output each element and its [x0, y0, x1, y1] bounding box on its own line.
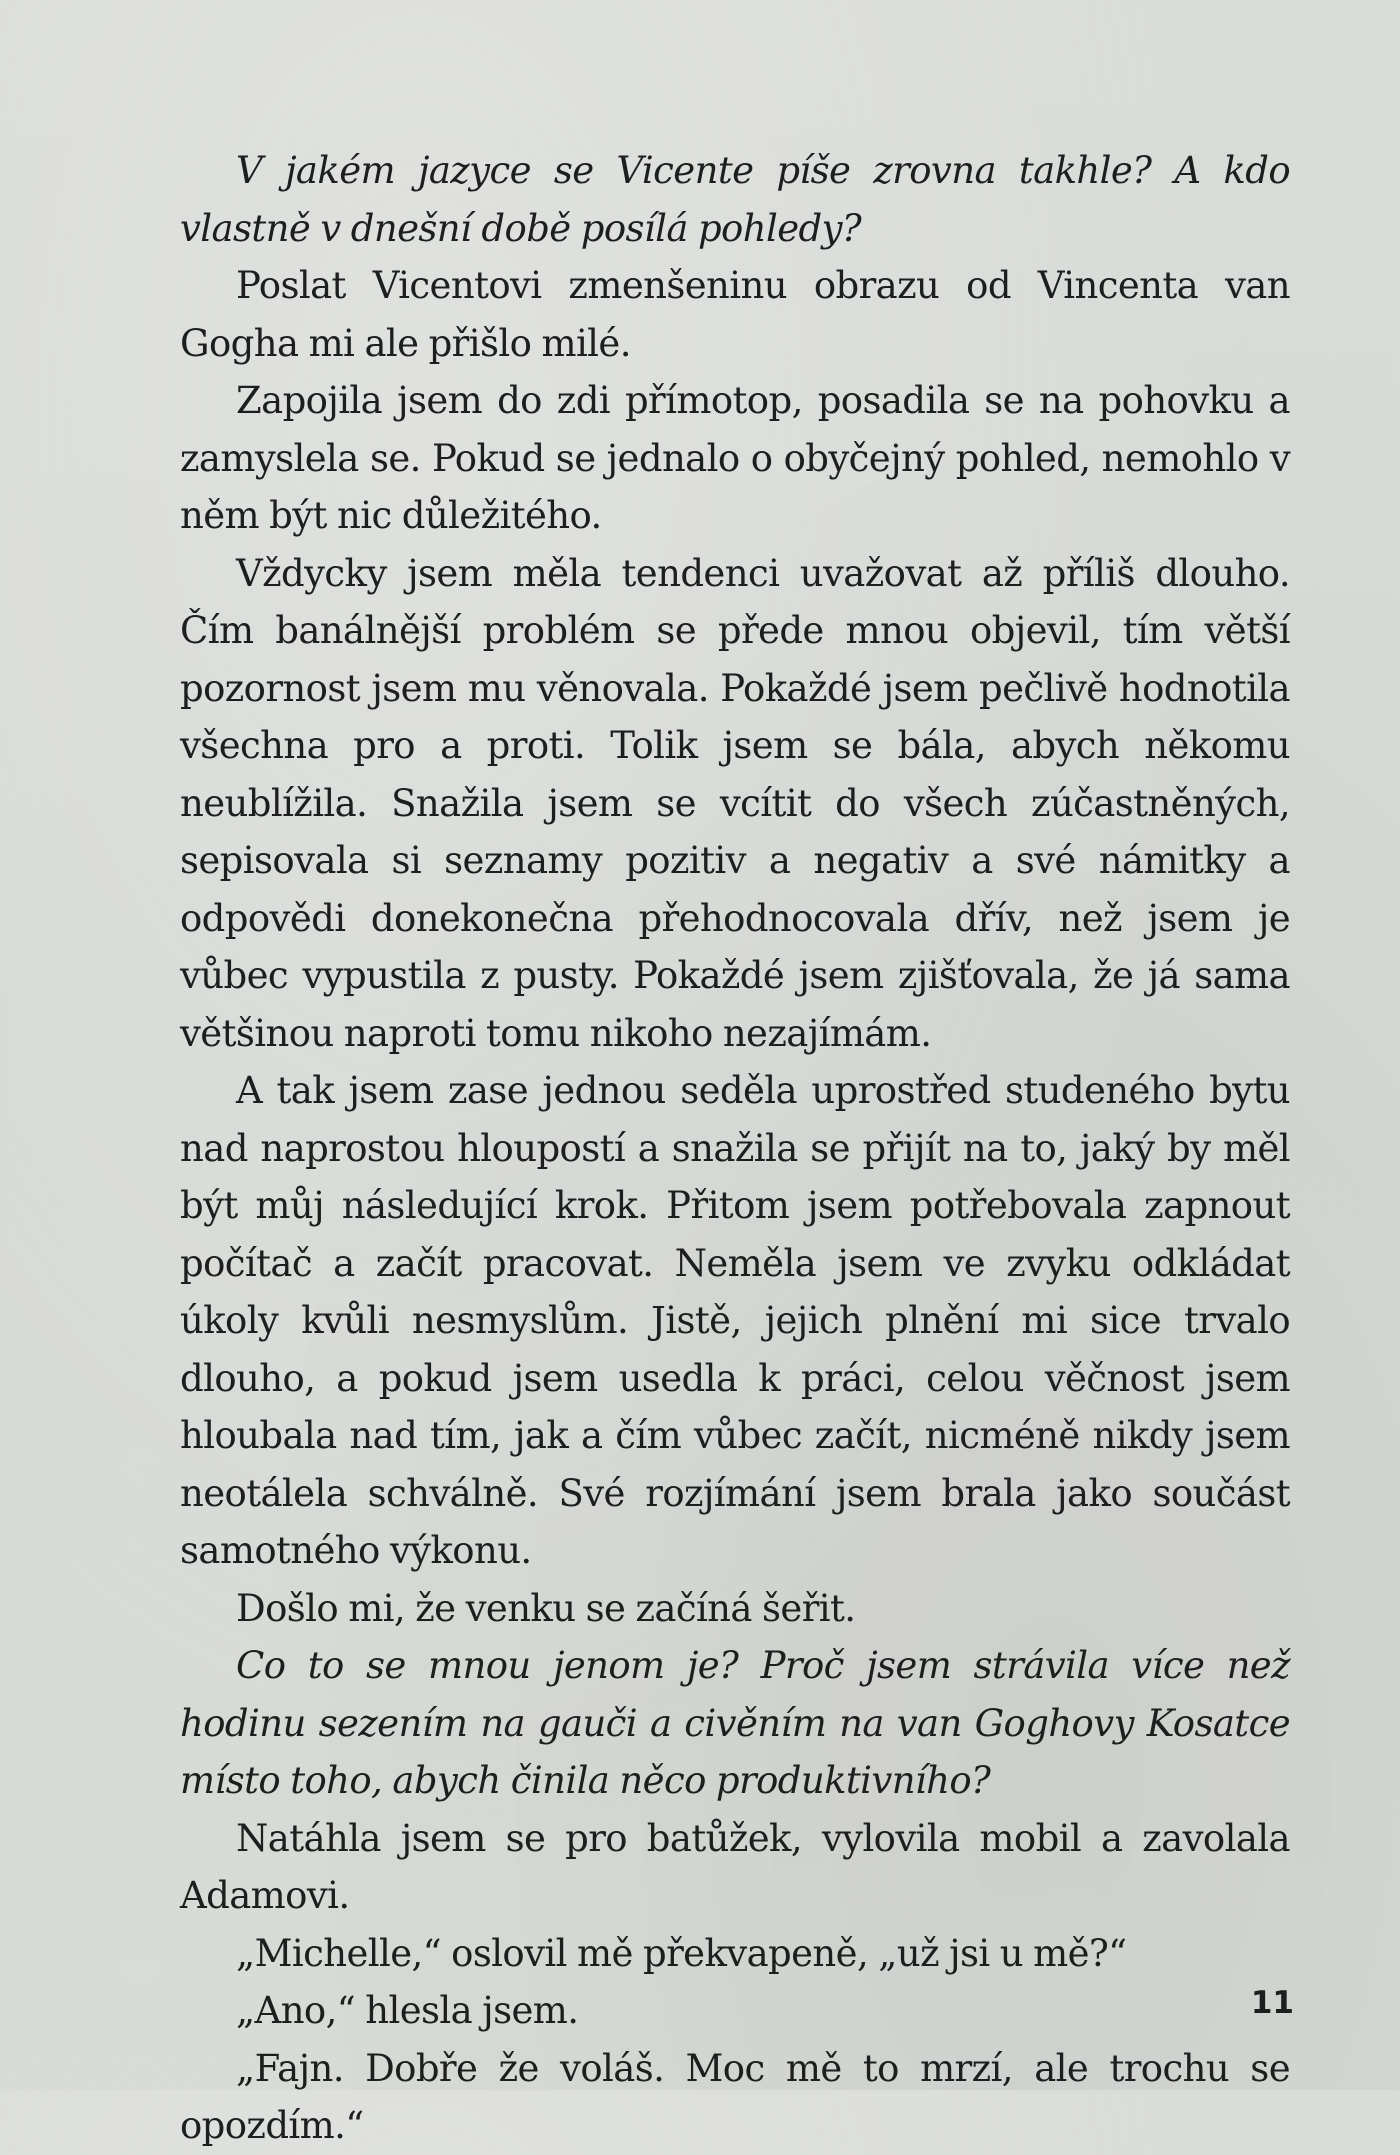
paragraph-10: „Ano,“ hlesla jsem. [236, 1989, 579, 2032]
page-number: 11 [1250, 1985, 1294, 2021]
body-text [180, 142, 1290, 2155]
paragraph-7: Co to se mnou jenom je? Proč jsem strávila více než hodinu sezením na gauči a civěním na van Goghovy Kosatce místo toho, abych činila něco produktivního? [180, 1644, 1290, 1802]
paragraph-6: Došlo mi, že venku se začíná šeřit. [236, 1586, 856, 1630]
paragraph-5: A tak jsem zase jednou seděla uprostřed studeného bytu nad naprostou hloupostí a snažila se přijít na to, jaký by měl být můj následující krok. Přitom jsem potřebovala zapnout počítač a začít pracovat. Neměla jsem ve zvyku odkládat úkoly kvůli nesmyslům. Jistě, jejich plnění mi sice trvalo dlouho, a pokud jsem usedla k práci, celou věčnost jsem hloubala nad tím, jak a čím vůbec začít, nicméně nikdy jsem neotálela schválně. Své rozjímání jsem brala jako součást samotného výkonu. [180, 1069, 1290, 1572]
paragraph-11: „Fajn. Dobře že voláš. Moc mě to mrzí, ale trochu se opozdím.“ [180, 2046, 1290, 2147]
paragraph-1: V jakém jazyce se Vicente píše zrovna takhle? A kdo vlastně v dnešní době posílá pohledy? [180, 149, 1290, 250]
paragraph-3: Zapojila jsem do zdi přímotop, posadila se na pohovku a zamyslela se. Pokud se jednalo o obyčejný pohled, nemohlo v něm být nic důležitého. [180, 379, 1290, 537]
paragraph-8: Natáhla jsem se pro batůžek, vylovila mobil a zavolala Adamovi. [180, 1816, 1290, 1917]
paragraph-4: Vždycky jsem měla tendenci uvažovat až příliš dlouho. Čím banálnější problém se přede mnou objevil, tím větší pozornost jsem mu věnovala. Pokaždé jsem pečlivě hodnotila všechna pro a proti. Tolik jsem se bála, abych někomu neublížila. Snažila jsem se vcítit do všech zúčastněných, sepisovala si seznamy pozitiv a negativ a své námitky a odpovědi donekonečna přehodnocovala dřív, než jsem je vůbec vypustila z pusty. Pokaždé jsem zjišťovala, že já sama většinou naproti tomu nikoho nezajímám. [180, 551, 1290, 1055]
paragraph-2: Poslat Vicentovi zmenšeninu obrazu od Vincenta van Gogha mi ale přišlo milé. [180, 264, 1290, 365]
paragraph-9: „Michelle,“ oslovil mě překvapeně, „už jsi u mě?“ [236, 1931, 1127, 1975]
